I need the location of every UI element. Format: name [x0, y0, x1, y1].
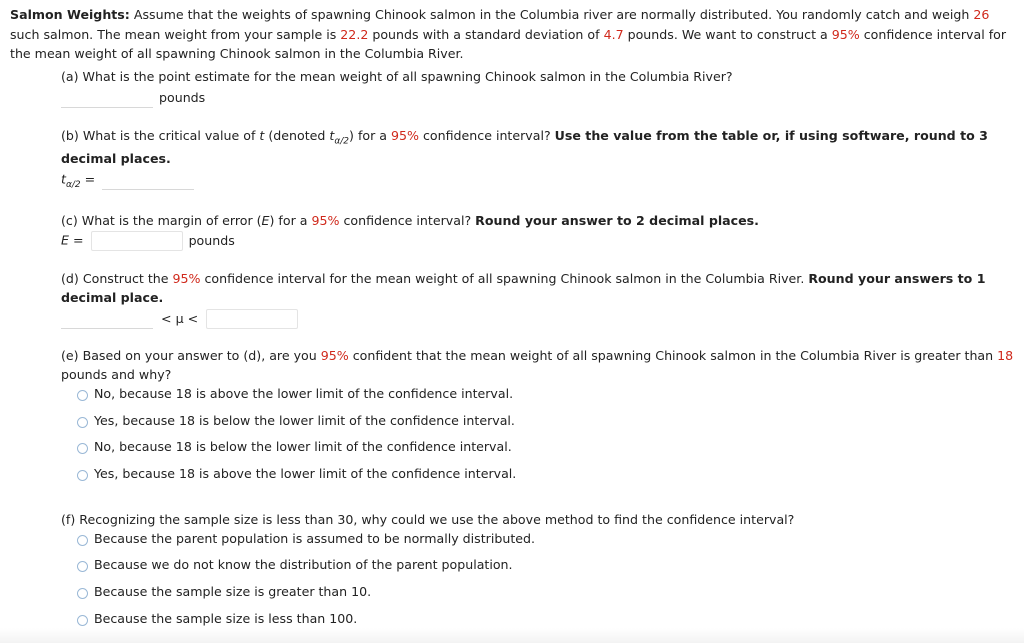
question-e-text-1: (e) Based on your answer to (d), are you — [61, 348, 321, 363]
critical-value-subscript: α/2 — [65, 180, 81, 191]
critical-value-label: t — [61, 171, 66, 187]
critical-value-equals: = — [80, 171, 96, 187]
question-c-E: E — [261, 213, 270, 228]
std-dev-value: 4.7 — [603, 26, 624, 42]
ci-mu-label: < μ < — [161, 310, 199, 326]
margin-error-label: E — [61, 232, 69, 248]
radio-e-option-3[interactable] — [77, 443, 88, 454]
radio-f-option-4[interactable] — [77, 615, 88, 626]
question-e-confidence: 95% — [320, 348, 349, 363]
page-bottom-fade — [0, 628, 1024, 643]
question-d-confidence: 95% — [172, 271, 201, 286]
ci-upper-input[interactable] — [206, 309, 298, 329]
question-e-threshold: 18 — [997, 348, 1014, 363]
question-b-subscript: α/2 — [334, 136, 350, 147]
option-f-3-label[interactable]: Because the sample size is greater than 10. — [94, 584, 372, 599]
intro-text-4: pounds. We want to construct a — [623, 26, 832, 42]
question-a: (a) What is the point estimate for the mean weight of all spawning Chinook salmon in the Columbia River? — [61, 69, 733, 84]
question-c — [61, 213, 759, 228]
radio-f-option-1[interactable] — [77, 535, 88, 546]
answer-a-unit: pounds — [159, 89, 206, 105]
question-b-text-4: confidence interval? — [419, 128, 555, 143]
question-b-t-symbol: t — [329, 128, 335, 143]
intro-text-3: pounds with a standard deviation of — [368, 26, 604, 42]
ci-lower-input[interactable] — [61, 309, 153, 329]
margin-error-input[interactable] — [91, 231, 183, 251]
answer-c-unit: pounds — [188, 232, 235, 248]
radio-e-option-2[interactable] — [77, 417, 88, 428]
intro-text-2: such salmon. The mean weight from your sample is — [10, 26, 341, 42]
question-c-text-1: (c) What is the margin of error ( — [61, 213, 262, 228]
question-e-line2: pounds and why? — [61, 367, 172, 382]
sample-mean-value: 22.2 — [340, 26, 369, 42]
option-e-2-label[interactable]: Yes, because 18 is below the lower limit of the confidence interval. — [94, 413, 515, 428]
point-estimate-input[interactable] — [61, 88, 153, 108]
answer-b-row — [61, 170, 194, 190]
intro-text-1: Assume that the weights of spawning Chinook salmon in the Columbia river are normally distributed. You randomly catch and weigh — [129, 7, 974, 22]
question-d-instruction-cont: decimal place. — [61, 290, 164, 305]
option-e-4-label[interactable]: Yes, because 18 is above the lower limit of the confidence interval. — [94, 466, 517, 481]
margin-error-equals: = — [68, 232, 84, 248]
confidence-level-value: 95% — [831, 26, 860, 42]
option-f-2-label[interactable]: Because we do not know the distribution of the parent population. — [94, 557, 513, 572]
critical-value-input[interactable] — [102, 170, 194, 190]
radio-e-option-4[interactable] — [77, 470, 88, 481]
option-e-3-label[interactable]: No, because 18 is below the lower limit of the confidence interval. — [94, 439, 512, 454]
question-c-text-2: ) for a — [269, 213, 312, 228]
radio-e-option-1[interactable] — [77, 390, 88, 401]
question-b-text-1: (b) What is the critical value of — [61, 128, 260, 143]
question-c-text-3: confidence interval? — [339, 213, 476, 228]
option-e-1-label[interactable]: No, because 18 is above the lower limit of the confidence interval. — [94, 386, 514, 401]
question-f: (f) Recognizing the sample size is less than 30, why could we use the above method to find the confidence interval? — [61, 512, 795, 527]
question-c-confidence: 95% — [311, 213, 340, 228]
question-b-text-3: ) for a — [349, 128, 391, 143]
radio-f-option-2[interactable] — [77, 561, 88, 572]
answer-d-row — [61, 309, 298, 329]
question-b-instruction-cont: decimal places. — [61, 151, 171, 166]
problem-intro — [10, 5, 1018, 64]
answer-c-row — [61, 231, 235, 251]
question-e-text-2: confident that the mean weight of all spawning Chinook salmon in the Columbia River is greater than — [348, 348, 998, 363]
question-b-instruction: Use the value from the table or, if using software, round to 3 — [554, 128, 988, 143]
question-b-line1 — [61, 128, 988, 147]
question-d-text-2: confidence interval for the mean weight of all spawning Chinook salmon in the Columbia River. — [200, 271, 809, 286]
option-f-1-label[interactable]: Because the parent population is assumed to be normally distributed. — [94, 531, 535, 546]
answer-a-row — [61, 88, 205, 108]
question-e-line1 — [61, 348, 1013, 363]
question-b-text-2: (denoted — [264, 128, 330, 143]
intro-text-5: confidence interval for the mean weight of all spawning Chinook salmon in the Columbia River. — [10, 26, 1007, 61]
question-b-confidence: 95% — [391, 128, 419, 143]
sample-size-value: 26 — [973, 7, 990, 22]
question-d-line1 — [61, 271, 985, 286]
radio-f-option-3[interactable] — [77, 588, 88, 599]
question-b-t: t — [259, 128, 265, 143]
question-d-text-1: (d) Construct the — [61, 271, 173, 286]
question-c-instruction: Round your answer to 2 decimal places. — [475, 213, 759, 228]
problem-title: Salmon Weights: — [10, 7, 130, 22]
option-f-4-label[interactable]: Because the sample size is less than 100. — [94, 611, 358, 626]
question-d-instruction: Round your answers to 1 — [808, 271, 986, 286]
